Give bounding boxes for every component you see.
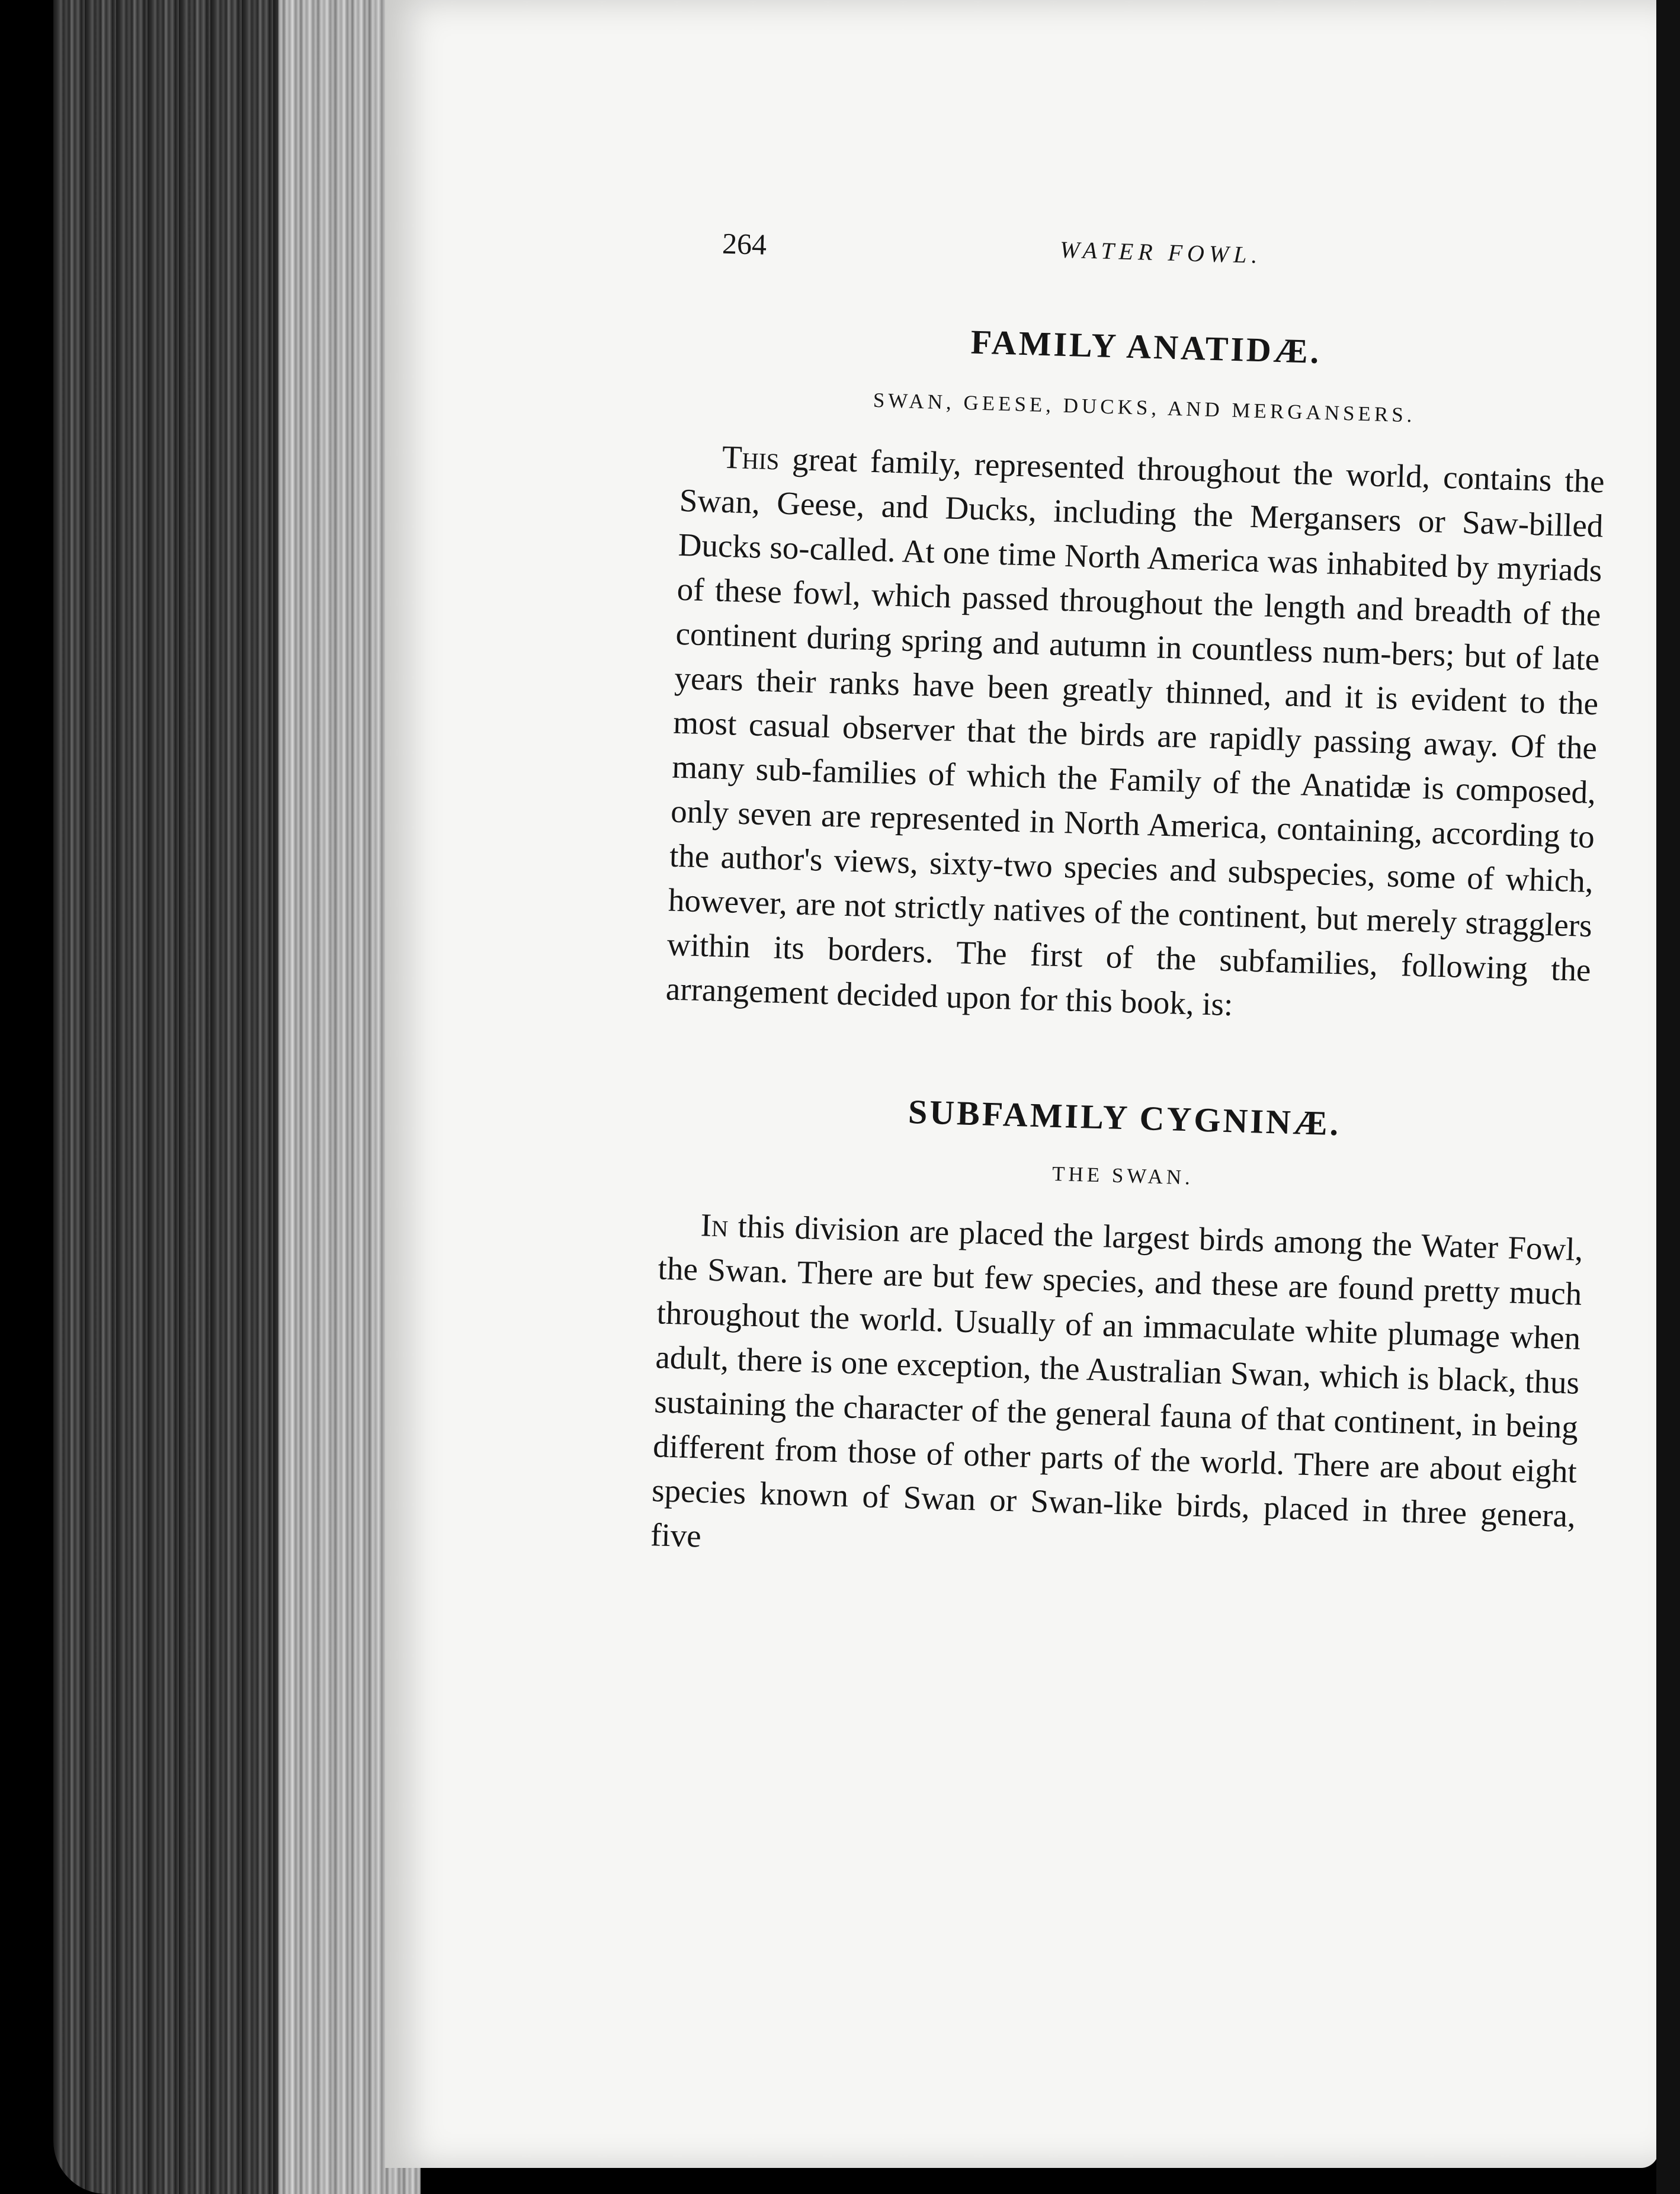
subfamily-paragraph	[650, 1201, 1583, 1582]
subfamily-body-text: this division are placed the largest birds among the Water Fowl, the Swan. There are but few species, and these are found pretty much throughout the world. Usually of an immaculate white plumage when adult, there is one exception, the Australian Swan, which is black, thus sustaining the character of the general fauna of that continent, in being different from those of other parts of the world. There are about eight species known of Swan or Swan-like birds, placed in three genera, five	[650, 1207, 1584, 1554]
family-body-text: great family, represented throughout the world, contains the Swan, Geese, and Ducks, including the Mergansers or Saw-billed Ducks so-called. At one time North America was inhabited by myriads of these fowl, which passed throughout the length and breadth of the continent during spring and autumn in countless num-bers; but of late years their ranks have been greatly thinned, and it is evident to the most casual observer that the birds are rapidly passing away. Of the many sub-families of which the Family of the Anatidæ is composed, only seven are represented in North America, containing, according to the author's views, sixty-two species and subspecies, some of which, however, are not strictly natives of the continent, but merely stragglers within its borders. The first of the subfamilies, following the arrangement decided upon for this book, is:	[665, 440, 1605, 1023]
subfamily-subheading: THE SWAN.	[1051, 1162, 1194, 1189]
subfamily-lead-word: In	[700, 1207, 729, 1244]
running-title: WATER FOWL.	[1059, 236, 1263, 269]
family-subheading: SWAN, GEESE, DUCKS, AND MERGANSERS.	[873, 388, 1416, 427]
family-paragraph	[665, 434, 1605, 1037]
family-heading: FAMILY ANATIDÆ.	[970, 322, 1322, 371]
page-number: 264	[722, 226, 767, 261]
subfamily-heading: SUBFAMILY CYGNINÆ.	[908, 1092, 1342, 1143]
text-block	[650, 225, 1611, 1583]
scan-border	[1656, 0, 1680, 2194]
family-lead-word: This	[722, 438, 780, 477]
